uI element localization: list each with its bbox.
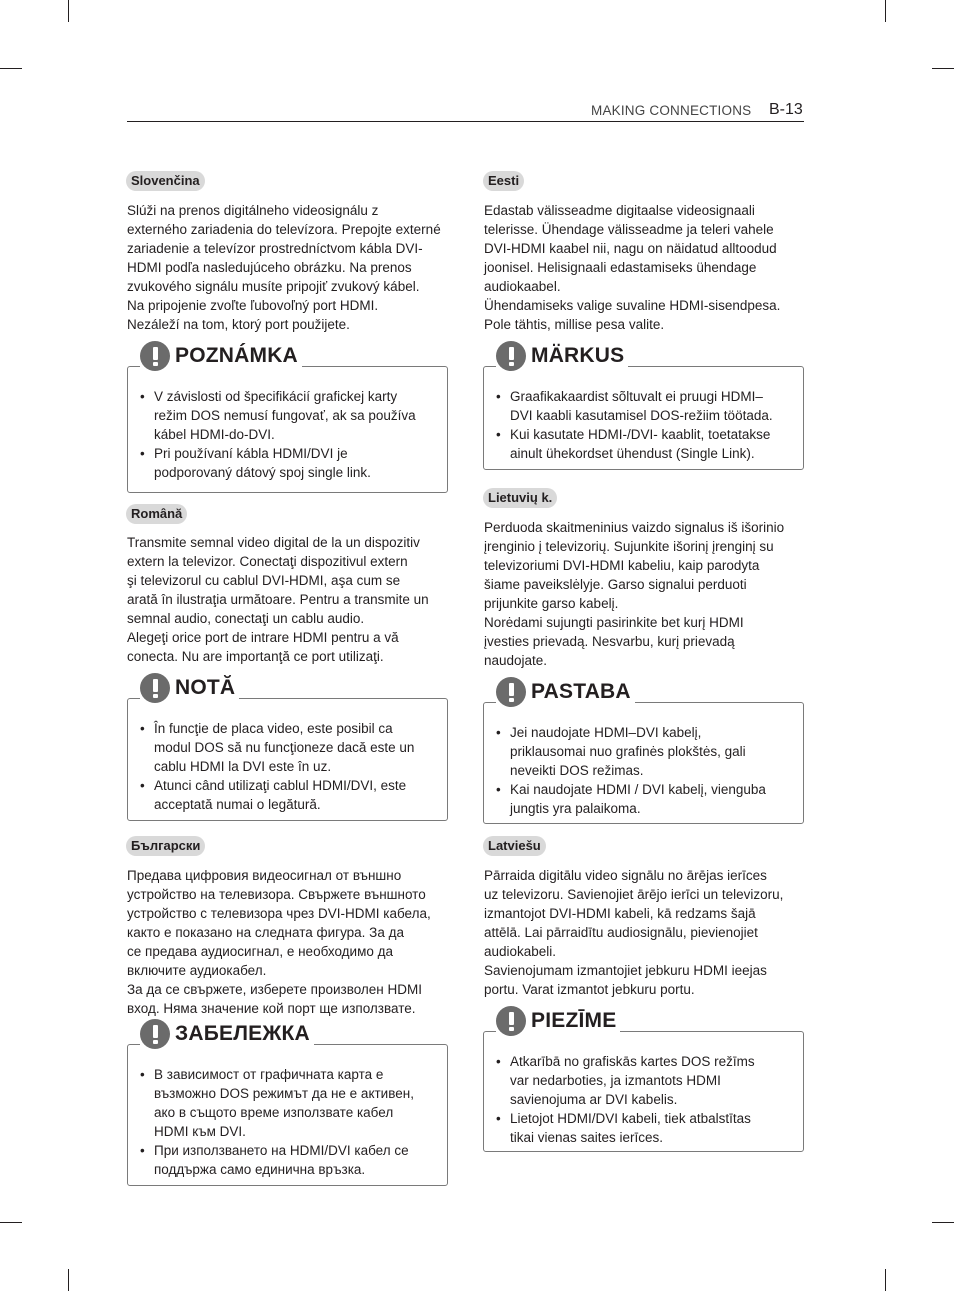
note-bullet: • Graafikakaardist sõltuvalt ei pruugi HDMI– DVI kaabli kasutamisel DOS-režiim töötada. [496, 387, 797, 425]
section-paragraph: Transmite semnal video digital de la un dispozitiv extern la televizor. Conectaţi dispozitivul extern şi televizorul cu cablul DVI-HDMI, aşa cum se arată în ilustraţia următoare. Pentru a transmite un semnal audio, conectaţi un cablu audio. Alegeţi orice port de intrare HDMI pentru a vă conecta. Nu are importanţă ce port utilizaţi. [127, 535, 429, 664]
language-tag: Română [126, 504, 187, 524]
language-section-slovencina [126, 171, 448, 191]
note-box [127, 676, 448, 821]
crop-mark [0, 1222, 22, 1223]
section-paragraph: Pārraida digitālu video signālu no ārējas ierīces uz televizoru. Savienojiet ārējo ierīci un televizoru, izmantojot DVI-HDMI kabeli, kā redzams šajā attēlā. Lai pārraidītu audiosignālu, pievienojiet audiokabeli. Savienojumam izmantojiet jebkuru HDMI ieejas portu. Varat izmantot jebkuru portu. [484, 868, 784, 997]
exclamation-icon [496, 341, 526, 371]
language-tag: Lietuvių k. [483, 488, 557, 508]
language-section-latviesu [483, 836, 805, 856]
note-bullet: • În funcţie de placa video, este posibil ca modul DOS să nu funcţioneze dacă este un cablu HDMI la DVI este în uz. [140, 719, 441, 776]
language-section-lietuviu [483, 488, 805, 508]
header-rule [127, 121, 804, 122]
exclamation-icon [140, 1019, 170, 1049]
section-paragraph: Предава цифровия видеосигнал от външно устройство на телевизора. Свържете външното устройство с телевизора чрез DVI-HDMI кабела, както е показано на следната фигура. За да се предава аудиосигнал, е необходимо да включите аудиокабел. За да се свържете, изберете произволен HDMI вход. Няма значение кой порт ще използвате. [127, 868, 431, 1016]
note-bullet: • Kai naudojate HDMI / DVI kabelį, vienguba jungtis yra palaikoma. [496, 780, 797, 818]
note-heading [496, 341, 628, 371]
language-section-bulgarian [126, 836, 448, 856]
note-title: NOTĂ [175, 676, 236, 699]
note-list [496, 723, 797, 818]
note-list [140, 387, 441, 482]
note-heading [496, 677, 635, 707]
note-bullet: • Jei naudojate HDMI–DVI kabelį, priklausomai nuo grafinės plokštės, gali neveikti DOS režimas. [496, 723, 797, 780]
note-list [496, 387, 797, 463]
note-heading [140, 1019, 314, 1049]
header-section-title: MAKING CONNECTIONS [591, 103, 752, 118]
note-box [127, 344, 448, 493]
note-title: MÄRKUS [531, 344, 625, 367]
note-box [127, 1022, 448, 1186]
note-bullet: • В зависимост от графичната карта е възможно DOS режимът да не е активен, ако в същото време използвате кабел HDMI към DVI. [140, 1065, 441, 1141]
exclamation-icon [140, 673, 170, 703]
note-heading [496, 1006, 620, 1036]
note-bullet: • V závislosti od špecifikácií grafickej karty režim DOS nemusí fungovať, ak sa používa kábel HDMI-do-DVI. [140, 387, 441, 444]
note-bullet: • Kui kasutate HDMI-/DVI- kaablit, toetatakse ainult ühekordset ühendust (Single Link). [496, 425, 797, 463]
section-paragraph: Slúži na prenos digitálneho videosignálu z externého zariadenia do televízora. Prepojte externé zariadenie a televízor prostredníctvom kábla DVI- HDMI podľa nasledujúceho obrázku. Na prenos zvukového signálu musíte pripojiť zvukový kábel. Na pripojenie zvoľte ľubovoľný port HDMI. Nezáleží na tom, ktorý port použijete. [127, 203, 441, 332]
crop-mark [68, 0, 69, 22]
language-tag: Slovenčina [126, 171, 205, 191]
crop-mark [885, 0, 886, 22]
exclamation-icon [496, 677, 526, 707]
note-box [483, 680, 804, 824]
language-section-eesti [483, 171, 805, 191]
note-list [140, 1065, 441, 1179]
crop-mark [0, 68, 22, 69]
crop-mark [932, 68, 954, 69]
page-number: B-13 [769, 101, 803, 118]
note-bullet: • Atunci când utilizaţi cablul HDMI/DVI, este acceptată numai o legătură. [140, 776, 441, 814]
note-title: PASTABA [531, 680, 631, 703]
note-title: POZNÁMKA [175, 344, 298, 367]
exclamation-icon [140, 341, 170, 371]
note-list [496, 1052, 797, 1147]
note-box [483, 344, 804, 470]
language-tag: Eesti [483, 171, 524, 191]
note-heading [140, 673, 239, 703]
note-bullet: • Atkarībā no grafiskās kartes DOS režīms var nedarboties, ja izmantots HDMI savienojuma ar DVI kabelis. [496, 1052, 797, 1109]
note-bullet: • При използването на HDMI/DVI кабел се поддържа само единична връзка. [140, 1141, 441, 1179]
language-tag: Latviešu [483, 836, 546, 856]
note-bullet: • Pri používaní kábla HDMI/DVI je podporovaný dátový spoj single link. [140, 444, 441, 482]
note-title: ЗАБЕЛЕЖКА [175, 1022, 310, 1045]
crop-mark [68, 1269, 69, 1291]
exclamation-icon [496, 1006, 526, 1036]
note-bullet: • Lietojot HDMI/DVI kabeli, tiek atbalstītas tikai vienas saites ierīces. [496, 1109, 797, 1147]
note-list [140, 719, 441, 814]
language-section-romana [126, 504, 448, 524]
language-tag: Български [126, 836, 205, 856]
note-heading [140, 341, 302, 371]
note-box [483, 1009, 804, 1152]
crop-mark [932, 1222, 954, 1223]
note-title: PIEZĪME [531, 1009, 617, 1032]
section-paragraph: Perduoda skaitmeninius vaizdo signalus iš išorinio įrenginio į televizorių. Sujunkite išorinį įrenginį su televizoriumi DVI-HDMI kabeliu, kaip parodyta šiame paveikslėlyje. Garso signalui perduoti prijunkite garso kabelį. Norėdami sujungti pasirinkite bet kurį HDMI įvesties prievadą. Nesvarbu, kurį prievadą naudojate. [484, 520, 785, 668]
section-paragraph: Edastab välisseadme digitaalse videosignaali telerisse. Ühendage välisseadme ja teleri vahele DVI-HDMI kaabel nii, nagu on näidatud alltoodud joonisel. Helisignaali edastamiseks ühendage audiokaabel. Ühendamiseks valige suvaline HDMI-sisendpesa. Pole tähtis, millise pesa valite. [484, 203, 781, 332]
crop-mark [885, 1269, 886, 1291]
